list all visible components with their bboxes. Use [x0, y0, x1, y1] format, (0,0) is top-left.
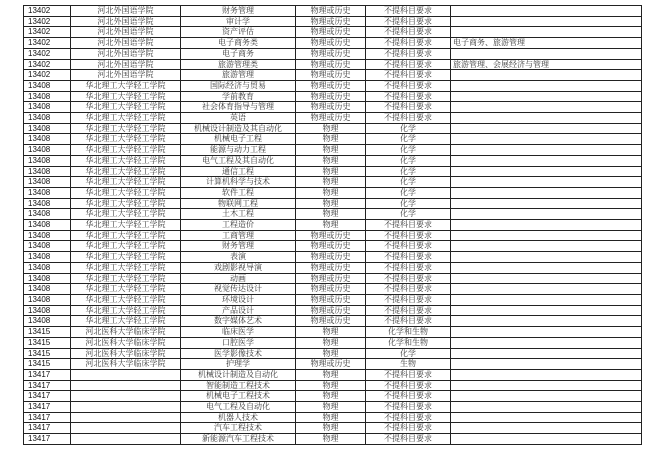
secondary-subject-cell: 不提科目要求	[366, 316, 451, 327]
school-code-cell: 13408	[24, 294, 71, 305]
table-row	[24, 284, 642, 295]
included-majors-cell	[451, 434, 642, 445]
primary-subject-cell: 物理	[296, 423, 366, 434]
included-majors-cell	[451, 380, 642, 391]
table-row	[24, 402, 642, 413]
secondary-subject-cell: 不提科目要求	[366, 391, 451, 402]
table-row	[24, 337, 642, 348]
school-name-cell: 华北理工大学轻工学院	[71, 187, 181, 198]
table-row	[24, 380, 642, 391]
major-name-cell: 机械电子工程技术	[181, 391, 296, 402]
primary-subject-cell: 物理或历史	[296, 359, 366, 370]
secondary-subject-cell: 不提科目要求	[366, 305, 451, 316]
secondary-subject-cell: 不提科目要求	[366, 380, 451, 391]
school-code-cell: 13408	[24, 241, 71, 252]
major-name-cell: 产品设计	[181, 305, 296, 316]
secondary-subject-cell: 不提科目要求	[366, 80, 451, 91]
secondary-subject-cell: 化学	[366, 177, 451, 188]
primary-subject-cell: 物理或历史	[296, 294, 366, 305]
school-code-cell: 13415	[24, 348, 71, 359]
included-majors-cell	[451, 27, 642, 38]
school-code-cell: 13408	[24, 187, 71, 198]
table-row	[24, 327, 642, 338]
table-row	[24, 166, 642, 177]
major-name-cell: 护理学	[181, 359, 296, 370]
primary-subject-cell: 物理或历史	[296, 6, 366, 17]
school-code-cell: 13402	[24, 70, 71, 81]
primary-subject-cell: 物理	[296, 402, 366, 413]
table-body	[24, 6, 642, 445]
school-code-cell: 13408	[24, 145, 71, 156]
primary-subject-cell: 物理	[296, 369, 366, 380]
school-name-cell: 华北理工大学轻工学院	[71, 252, 181, 263]
secondary-subject-cell: 不提科目要求	[366, 434, 451, 445]
table-row	[24, 187, 642, 198]
school-code-cell: 13408	[24, 102, 71, 113]
secondary-subject-cell: 不提科目要求	[366, 402, 451, 413]
table-row	[24, 273, 642, 284]
included-majors-cell	[451, 241, 642, 252]
major-name-cell: 学前教育	[181, 91, 296, 102]
major-name-cell: 智能制造工程技术	[181, 380, 296, 391]
secondary-subject-cell: 不提科目要求	[366, 59, 451, 70]
primary-subject-cell: 物理或历史	[296, 273, 366, 284]
secondary-subject-cell: 不提科目要求	[366, 113, 451, 124]
table-row	[24, 80, 642, 91]
major-name-cell: 机器人技术	[181, 412, 296, 423]
school-name-cell: 华北理工大学轻工学院	[71, 123, 181, 134]
secondary-subject-cell: 不提科目要求	[366, 252, 451, 263]
included-majors-cell	[451, 177, 642, 188]
secondary-subject-cell: 不提科目要求	[366, 241, 451, 252]
primary-subject-cell: 物理	[296, 155, 366, 166]
school-code-cell: 13408	[24, 284, 71, 295]
major-name-cell: 计算机科学与技术	[181, 177, 296, 188]
included-majors-cell	[451, 80, 642, 91]
secondary-subject-cell: 化学	[366, 155, 451, 166]
school-name-cell: 华北理工大学轻工学院	[71, 305, 181, 316]
major-name-cell: 机械电子工程	[181, 134, 296, 145]
included-majors-cell	[451, 316, 642, 327]
secondary-subject-cell: 不提科目要求	[366, 220, 451, 231]
school-name-cell: 华北理工大学轻工学院	[71, 198, 181, 209]
major-name-cell: 电子商务	[181, 48, 296, 59]
major-name-cell: 工商管理	[181, 230, 296, 241]
school-code-cell: 13415	[24, 327, 71, 338]
secondary-subject-cell: 不提科目要求	[366, 230, 451, 241]
school-name-cell	[71, 402, 181, 413]
included-majors-cell	[451, 70, 642, 81]
primary-subject-cell: 物理或历史	[296, 38, 366, 49]
major-name-cell: 英语	[181, 113, 296, 124]
table-row	[24, 155, 642, 166]
included-majors-cell	[451, 48, 642, 59]
secondary-subject-cell: 不提科目要求	[366, 91, 451, 102]
school-code-cell: 13408	[24, 209, 71, 220]
major-name-cell: 表演	[181, 252, 296, 263]
included-majors-cell	[451, 391, 642, 402]
school-code-cell: 13408	[24, 305, 71, 316]
table-row	[24, 412, 642, 423]
primary-subject-cell: 物理	[296, 412, 366, 423]
school-code-cell: 13408	[24, 123, 71, 134]
major-name-cell: 通信工程	[181, 166, 296, 177]
school-code-cell: 13408	[24, 230, 71, 241]
table-row	[24, 230, 642, 241]
school-name-cell: 河北医科大学临床学院	[71, 359, 181, 370]
secondary-subject-cell: 不提科目要求	[366, 273, 451, 284]
secondary-subject-cell: 不提科目要求	[366, 294, 451, 305]
primary-subject-cell: 物理	[296, 380, 366, 391]
secondary-subject-cell: 化学	[366, 123, 451, 134]
table-row	[24, 113, 642, 124]
secondary-subject-cell: 化学	[366, 198, 451, 209]
included-majors-cell	[451, 102, 642, 113]
table-row	[24, 145, 642, 156]
school-code-cell: 13417	[24, 402, 71, 413]
table-row	[24, 434, 642, 445]
school-name-cell: 华北理工大学轻工学院	[71, 145, 181, 156]
school-code-cell: 13415	[24, 337, 71, 348]
major-name-cell: 工程造价	[181, 220, 296, 231]
primary-subject-cell: 物理或历史	[296, 113, 366, 124]
secondary-subject-cell: 化学和生物	[366, 327, 451, 338]
secondary-subject-cell: 不提科目要求	[366, 6, 451, 17]
secondary-subject-cell: 化学	[366, 209, 451, 220]
table-row	[24, 102, 642, 113]
table-row	[24, 252, 642, 263]
table-row	[24, 70, 642, 81]
primary-subject-cell: 物理或历史	[296, 91, 366, 102]
primary-subject-cell: 物理	[296, 337, 366, 348]
school-name-cell: 华北理工大学轻工学院	[71, 155, 181, 166]
table-row	[24, 369, 642, 380]
included-majors-cell	[451, 423, 642, 434]
school-name-cell: 华北理工大学轻工学院	[71, 241, 181, 252]
primary-subject-cell: 物理或历史	[296, 284, 366, 295]
school-name-cell: 华北理工大学轻工学院	[71, 80, 181, 91]
included-majors-cell	[451, 402, 642, 413]
primary-subject-cell: 物理	[296, 220, 366, 231]
major-name-cell: 电气工程及自动化	[181, 402, 296, 413]
school-code-cell: 13408	[24, 262, 71, 273]
secondary-subject-cell: 化学和生物	[366, 337, 451, 348]
table-row	[24, 27, 642, 38]
primary-subject-cell: 物理	[296, 434, 366, 445]
school-name-cell	[71, 434, 181, 445]
secondary-subject-cell: 不提科目要求	[366, 369, 451, 380]
included-majors-cell	[451, 166, 642, 177]
school-code-cell: 13408	[24, 316, 71, 327]
school-code-cell: 13402	[24, 27, 71, 38]
included-majors-cell	[451, 6, 642, 17]
school-code-cell: 13402	[24, 48, 71, 59]
major-name-cell: 资产评估	[181, 27, 296, 38]
secondary-subject-cell: 不提科目要求	[366, 27, 451, 38]
school-name-cell: 华北理工大学轻工学院	[71, 102, 181, 113]
school-name-cell: 华北理工大学轻工学院	[71, 262, 181, 273]
school-name-cell: 华北理工大学轻工学院	[71, 284, 181, 295]
primary-subject-cell: 物理或历史	[296, 102, 366, 113]
secondary-subject-cell: 不提科目要求	[366, 16, 451, 27]
table-row	[24, 348, 642, 359]
included-majors-cell	[451, 145, 642, 156]
school-code-cell: 13408	[24, 155, 71, 166]
school-name-cell	[71, 369, 181, 380]
school-name-cell: 河北外国语学院	[71, 16, 181, 27]
school-name-cell: 河北外国语学院	[71, 70, 181, 81]
table-row	[24, 391, 642, 402]
school-name-cell: 河北医科大学临床学院	[71, 337, 181, 348]
primary-subject-cell: 物理或历史	[296, 262, 366, 273]
major-name-cell: 能源与动力工程	[181, 145, 296, 156]
primary-subject-cell: 物理或历史	[296, 80, 366, 91]
included-majors-cell	[451, 123, 642, 134]
major-name-cell: 戏剧影视导演	[181, 262, 296, 273]
included-majors-cell	[451, 294, 642, 305]
primary-subject-cell: 物理或历史	[296, 241, 366, 252]
school-code-cell: 13408	[24, 113, 71, 124]
major-name-cell: 医学影像技术	[181, 348, 296, 359]
secondary-subject-cell: 化学	[366, 134, 451, 145]
secondary-subject-cell: 化学	[366, 145, 451, 156]
secondary-subject-cell: 不提科目要求	[366, 70, 451, 81]
included-majors-cell	[451, 209, 642, 220]
secondary-subject-cell: 不提科目要求	[366, 102, 451, 113]
school-code-cell: 13408	[24, 134, 71, 145]
school-code-cell: 13408	[24, 80, 71, 91]
school-name-cell: 河北外国语学院	[71, 59, 181, 70]
included-majors-cell	[451, 16, 642, 27]
school-name-cell: 河北医科大学临床学院	[71, 348, 181, 359]
included-majors-cell	[451, 230, 642, 241]
major-name-cell: 机械设计制造及自动化	[181, 369, 296, 380]
primary-subject-cell: 物理	[296, 391, 366, 402]
major-name-cell: 审计学	[181, 16, 296, 27]
school-code-cell: 13408	[24, 220, 71, 231]
primary-subject-cell: 物理或历史	[296, 316, 366, 327]
admission-subject-table	[23, 5, 642, 445]
school-name-cell: 华北理工大学轻工学院	[71, 113, 181, 124]
table-row	[24, 359, 642, 370]
included-majors-cell	[451, 273, 642, 284]
included-majors-cell	[451, 412, 642, 423]
major-name-cell: 动画	[181, 273, 296, 284]
school-code-cell: 13408	[24, 177, 71, 188]
primary-subject-cell: 物理或历史	[296, 16, 366, 27]
school-code-cell: 13408	[24, 273, 71, 284]
included-majors-cell	[451, 134, 642, 145]
school-name-cell: 华北理工大学轻工学院	[71, 230, 181, 241]
primary-subject-cell: 物理	[296, 134, 366, 145]
table-row	[24, 316, 642, 327]
table-row	[24, 16, 642, 27]
table-row	[24, 91, 642, 102]
included-majors-cell	[451, 187, 642, 198]
major-name-cell: 软件工程	[181, 187, 296, 198]
school-name-cell: 华北理工大学轻工学院	[71, 294, 181, 305]
included-majors-cell	[451, 155, 642, 166]
major-name-cell: 财务管理	[181, 241, 296, 252]
table-row	[24, 59, 642, 70]
table-row	[24, 241, 642, 252]
school-name-cell	[71, 412, 181, 423]
school-code-cell: 13402	[24, 16, 71, 27]
table-row	[24, 6, 642, 17]
secondary-subject-cell: 不提科目要求	[366, 423, 451, 434]
secondary-subject-cell: 不提科目要求	[366, 262, 451, 273]
school-code-cell: 13417	[24, 423, 71, 434]
included-majors-cell	[451, 262, 642, 273]
major-name-cell: 土木工程	[181, 209, 296, 220]
school-code-cell: 13415	[24, 359, 71, 370]
school-name-cell: 华北理工大学轻工学院	[71, 177, 181, 188]
table-row	[24, 305, 642, 316]
included-majors-cell	[451, 284, 642, 295]
primary-subject-cell: 物理	[296, 209, 366, 220]
school-name-cell: 华北理工大学轻工学院	[71, 134, 181, 145]
primary-subject-cell: 物理或历史	[296, 27, 366, 38]
table-row	[24, 48, 642, 59]
included-majors-cell	[451, 369, 642, 380]
school-code-cell: 13408	[24, 198, 71, 209]
included-majors-cell	[451, 359, 642, 370]
secondary-subject-cell: 不提科目要求	[366, 284, 451, 295]
school-code-cell: 13402	[24, 59, 71, 70]
table-row	[24, 220, 642, 231]
primary-subject-cell: 物理	[296, 123, 366, 134]
school-code-cell: 13417	[24, 380, 71, 391]
school-name-cell: 华北理工大学轻工学院	[71, 316, 181, 327]
included-majors-cell	[451, 348, 642, 359]
secondary-subject-cell: 不提科目要求	[366, 412, 451, 423]
included-majors-cell	[451, 337, 642, 348]
major-name-cell: 汽车工程技术	[181, 423, 296, 434]
school-code-cell: 13417	[24, 391, 71, 402]
school-code-cell: 13417	[24, 434, 71, 445]
school-code-cell: 13408	[24, 91, 71, 102]
included-majors-cell	[451, 305, 642, 316]
major-name-cell: 口腔医学	[181, 337, 296, 348]
secondary-subject-cell: 化学	[366, 187, 451, 198]
major-name-cell: 数字媒体艺术	[181, 316, 296, 327]
table-row	[24, 198, 642, 209]
major-name-cell: 财务管理	[181, 6, 296, 17]
secondary-subject-cell: 化学	[366, 166, 451, 177]
included-majors-cell: 旅游管理、会展经济与管理	[451, 59, 642, 70]
major-name-cell: 物联网工程	[181, 198, 296, 209]
school-code-cell: 13408	[24, 166, 71, 177]
included-majors-cell	[451, 113, 642, 124]
primary-subject-cell: 物理或历史	[296, 70, 366, 81]
school-name-cell: 河北外国语学院	[71, 48, 181, 59]
major-name-cell: 旅游管理类	[181, 59, 296, 70]
included-majors-cell: 电子商务、旅游管理	[451, 38, 642, 49]
school-name-cell: 华北理工大学轻工学院	[71, 273, 181, 284]
included-majors-cell	[451, 91, 642, 102]
table-row	[24, 177, 642, 188]
table-row	[24, 134, 642, 145]
primary-subject-cell: 物理或历史	[296, 305, 366, 316]
school-name-cell	[71, 391, 181, 402]
table-row	[24, 38, 642, 49]
secondary-subject-cell: 不提科目要求	[366, 48, 451, 59]
school-code-cell: 13417	[24, 369, 71, 380]
secondary-subject-cell: 化学	[366, 348, 451, 359]
major-name-cell: 机械设计制造及其自动化	[181, 123, 296, 134]
included-majors-cell	[451, 198, 642, 209]
school-name-cell: 河北外国语学院	[71, 27, 181, 38]
school-name-cell: 河北医科大学临床学院	[71, 327, 181, 338]
primary-subject-cell: 物理或历史	[296, 252, 366, 263]
major-name-cell: 视觉传达设计	[181, 284, 296, 295]
included-majors-cell	[451, 252, 642, 263]
school-code-cell: 13402	[24, 6, 71, 17]
primary-subject-cell: 物理	[296, 177, 366, 188]
included-majors-cell	[451, 220, 642, 231]
secondary-subject-cell: 生物	[366, 359, 451, 370]
school-name-cell: 华北理工大学轻工学院	[71, 166, 181, 177]
school-name-cell: 华北理工大学轻工学院	[71, 209, 181, 220]
primary-subject-cell: 物理	[296, 145, 366, 156]
school-code-cell: 13402	[24, 38, 71, 49]
major-name-cell: 电子商务类	[181, 38, 296, 49]
major-name-cell: 旅游管理	[181, 70, 296, 81]
school-name-cell: 河北外国语学院	[71, 38, 181, 49]
primary-subject-cell: 物理或历史	[296, 230, 366, 241]
primary-subject-cell: 物理或历史	[296, 48, 366, 59]
included-majors-cell	[451, 327, 642, 338]
major-name-cell: 新能源汽车工程技术	[181, 434, 296, 445]
school-name-cell: 华北理工大学轻工学院	[71, 220, 181, 231]
primary-subject-cell: 物理	[296, 198, 366, 209]
school-code-cell: 13408	[24, 252, 71, 263]
primary-subject-cell: 物理或历史	[296, 59, 366, 70]
major-name-cell: 电气工程及其自动化	[181, 155, 296, 166]
major-name-cell: 国际经济与贸易	[181, 80, 296, 91]
secondary-subject-cell: 不提科目要求	[366, 38, 451, 49]
table-row	[24, 209, 642, 220]
primary-subject-cell: 物理	[296, 348, 366, 359]
school-name-cell: 河北外国语学院	[71, 6, 181, 17]
school-name-cell	[71, 423, 181, 434]
major-name-cell: 临床医学	[181, 327, 296, 338]
school-name-cell	[71, 380, 181, 391]
major-name-cell: 社会体育指导与管理	[181, 102, 296, 113]
table-row	[24, 123, 642, 134]
major-name-cell: 环境设计	[181, 294, 296, 305]
school-name-cell: 华北理工大学轻工学院	[71, 91, 181, 102]
table-row	[24, 294, 642, 305]
primary-subject-cell: 物理	[296, 327, 366, 338]
table-row	[24, 262, 642, 273]
table-row	[24, 423, 642, 434]
primary-subject-cell: 物理	[296, 166, 366, 177]
school-code-cell: 13417	[24, 412, 71, 423]
primary-subject-cell: 物理	[296, 187, 366, 198]
